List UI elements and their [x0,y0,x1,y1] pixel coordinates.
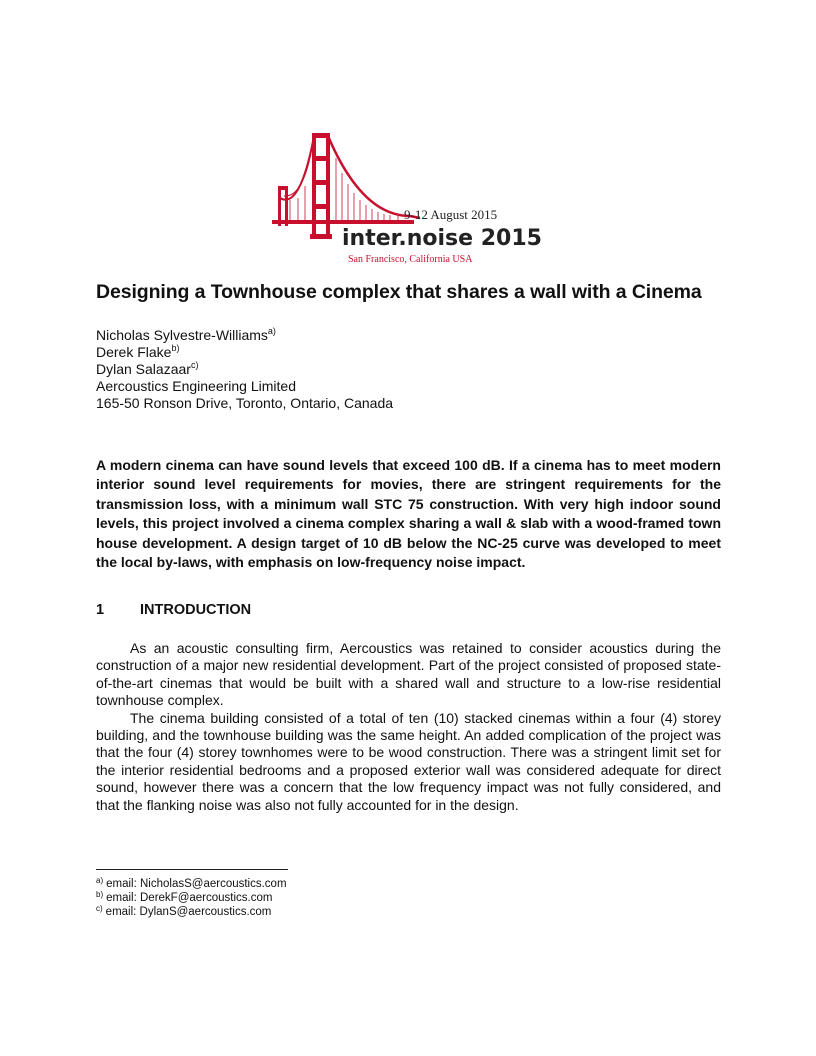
author-footnote-mark: c) [190,360,199,370]
author-name: Nicholas Sylvestre-Williams [96,327,268,343]
author-line [96,361,393,378]
address: 165-50 Ronson Drive, Toronto, Ontario, Canada [96,395,394,411]
footnote [96,877,287,891]
footnotes [96,877,287,919]
author-line [96,327,393,344]
abstract: A modern cinema can have sound levels that exceed 100 dB. If a cinema has to meet modern interior sound level requirements for movies, there are stringent requirements for the transmission loss, with a minimum wall STC 75 construction. With very high indoor sound levels, this project involved a cinema complex sharing a wall & slab with a wood-framed town house development. A design target of 10 dB below the NC-25 curve was developed to meet the local by-laws, with emphasis on low-frequency noise impact. [96,457,721,571]
author-name: Derek Flake [96,344,172,360]
conference-logo [270,128,550,268]
footnote-text: email: NicholasS@aercoustics.com [106,878,287,890]
author-footnote-mark: b) [171,343,180,353]
author-line [96,344,393,361]
author-footnote-mark: a) [267,326,276,336]
footnote-divider [96,869,288,870]
footnote-text: email: DylanS@aercoustics.com [105,906,272,918]
footnote-mark: c) [96,904,103,913]
body-text [96,640,721,814]
footnote [96,891,287,905]
section-number: 1 [96,602,105,618]
paper-title: Designing a Townhouse complex that shares a wall with a Cinema [96,281,702,303]
footnote-mark: a) [96,876,104,885]
conference-brand: inter.noise 2015 [342,226,542,251]
paragraph: As an acoustic consulting firm, Aercoustics was retained to consider acoustics during the construction of a major new residential development. Part of the project consisted of proposed state-of-the-art cinemas that would be built with a shared wall and structure to a low-rise residential townhouse complex. [96,640,721,709]
author-block [96,327,393,412]
footnote-mark: b) [96,890,104,899]
paragraph: The cinema building consisted of a total of ten (10) stacked cinemas within a four (4) storey building, and the townhouse building was the same height. An added complication of the project was that the four (4) storey townhomes were to be wood construction. There was a stringent limit set for the interior residential bedrooms and a proposed exterior wall was considered adequate for direct sound, however there was a concern that the low frequency impact was not fully considered, and that the flanking noise was also not fully accounted for in the design. [96,709,721,813]
golden-gate-bridge-icon [270,128,550,268]
conference-location: San Francisco, California USA [348,254,473,265]
section-heading [96,602,251,618]
conference-dates: 9-12 August 2015 [404,207,498,222]
affiliation: Aercoustics Engineering Limited [96,378,296,394]
footnote [96,905,287,919]
author-name: Dylan Salazaar [96,361,191,377]
footnote-text: email: DerekF@aercoustics.com [106,892,273,904]
section-title: INTRODUCTION [140,602,252,618]
